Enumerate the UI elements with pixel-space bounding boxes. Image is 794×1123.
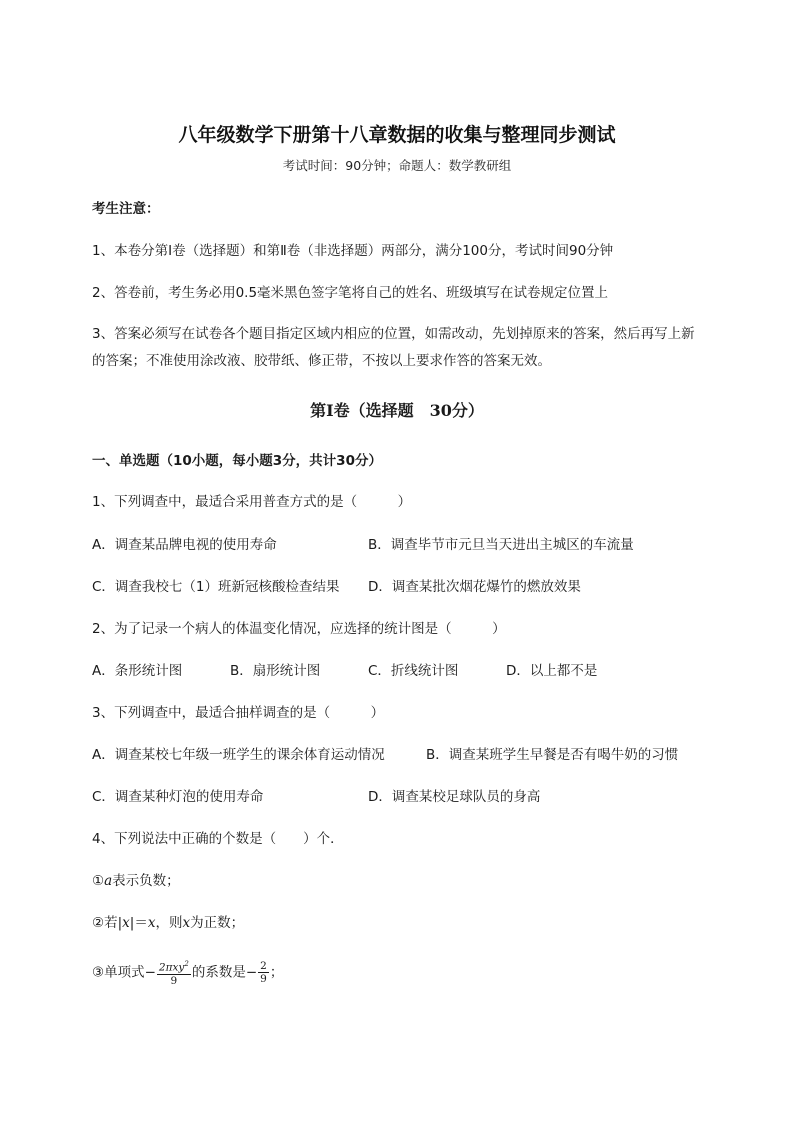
statement-2-mid: |＝	[129, 915, 148, 931]
question-2-stem: 2、为了记录一个病人的体温变化情况，应选择的统计图是（ ）	[92, 621, 506, 637]
q3-option-b: B．调查某班学生早餐是否有喝牛奶的习惯	[426, 747, 679, 763]
variable-a: a	[104, 873, 113, 889]
q2-option-d: D．以上都不是	[506, 663, 598, 679]
fraction-numerator: 2πxy	[158, 961, 185, 974]
q4-statement-3	[92, 958, 283, 987]
notice-heading: 考生注意：	[92, 201, 160, 217]
exponent: 2	[184, 960, 189, 968]
monomial-fraction	[157, 958, 191, 987]
statement-2-prefix: ②若|	[92, 915, 123, 931]
q2-option-b: B．扇形统计图	[230, 663, 321, 679]
fraction-denominator: 9	[260, 972, 267, 985]
question-3-stem: 3、下列调查中，最适合抽样调查的是（ ）	[92, 705, 385, 721]
exam-title: 八年级数学下册第十八章数据的收集与整理同步测试	[178, 124, 616, 146]
notice-item-1: 1、本卷分第I卷（选择题）和第Ⅱ卷（非选择题）两部分，满分100分，考试时间90分钟	[92, 243, 614, 259]
question-1-stem: 1、下列调查中，最适合采用普查方式的是（ ）	[92, 494, 412, 510]
q4-statement-2	[92, 914, 244, 932]
part-heading: 一、单选题（10小题，每小题3分，共计30分）	[92, 453, 382, 469]
q3-option-a: A．调查某校七年级一班学生的课余体育运动情况	[92, 747, 385, 763]
notice-item-3-cont: 的答案；不准使用涂改液、胶带纸、修正带，不按以上要求作答的答案无效。	[92, 353, 551, 369]
variable-x: x	[122, 915, 130, 931]
notice-item-3: 3、答案必须写在试卷各个题目指定区域内相应的位置，如需改动，先划掉原来的答案，然后再写上新	[92, 326, 695, 342]
q1-option-a: A．调查某品牌电视的使用寿命	[92, 537, 277, 553]
notice-item-2: 2、答卷前，考生务必用0.5毫米黑色签字笔将自己的姓名、班级填写在试卷规定位置上	[92, 285, 609, 301]
fraction-denominator: 9	[170, 974, 178, 987]
question-4-stem: 4、下列说法中正确的个数是（ ）个．	[92, 831, 344, 847]
statement-2-text: 为正数；	[190, 915, 245, 931]
q1-option-c: C．调查我校七（1）班新冠核酸检查结果	[92, 579, 340, 595]
q1-option-d: D．调查某批次烟花爆竹的燃放效果	[368, 579, 581, 595]
variable-x: x	[147, 915, 156, 931]
statement-3-prefix: ③单项式−	[92, 964, 156, 981]
variable-x: x	[182, 915, 191, 931]
q3-option-d: D．调查某校足球队员的身高	[368, 789, 541, 805]
coefficient-fraction	[258, 960, 269, 985]
section-title: 第I卷（选择题 30分）	[310, 401, 484, 420]
statement-3-end: ；	[269, 964, 284, 981]
statement-1-prefix: ①	[92, 873, 105, 889]
q1-option-b: B．调查毕节市元旦当天进出主城区的车流量	[368, 537, 634, 553]
statement-1-text: 表示负数；	[112, 873, 180, 889]
exam-subtitle: 考试时间：90分钟；命题人：数学教研组	[282, 158, 512, 173]
q3-option-c: C．调查某种灯泡的使用寿命	[92, 789, 264, 805]
statement-2-mid2: ，则	[155, 915, 183, 931]
q4-statement-1	[92, 872, 180, 890]
fraction-numerator: 2	[260, 959, 267, 972]
q2-option-c: C．折线统计图	[368, 663, 459, 679]
q2-option-a: A．条形统计图	[92, 663, 183, 679]
statement-3-mid: 的系数是−	[191, 964, 258, 981]
